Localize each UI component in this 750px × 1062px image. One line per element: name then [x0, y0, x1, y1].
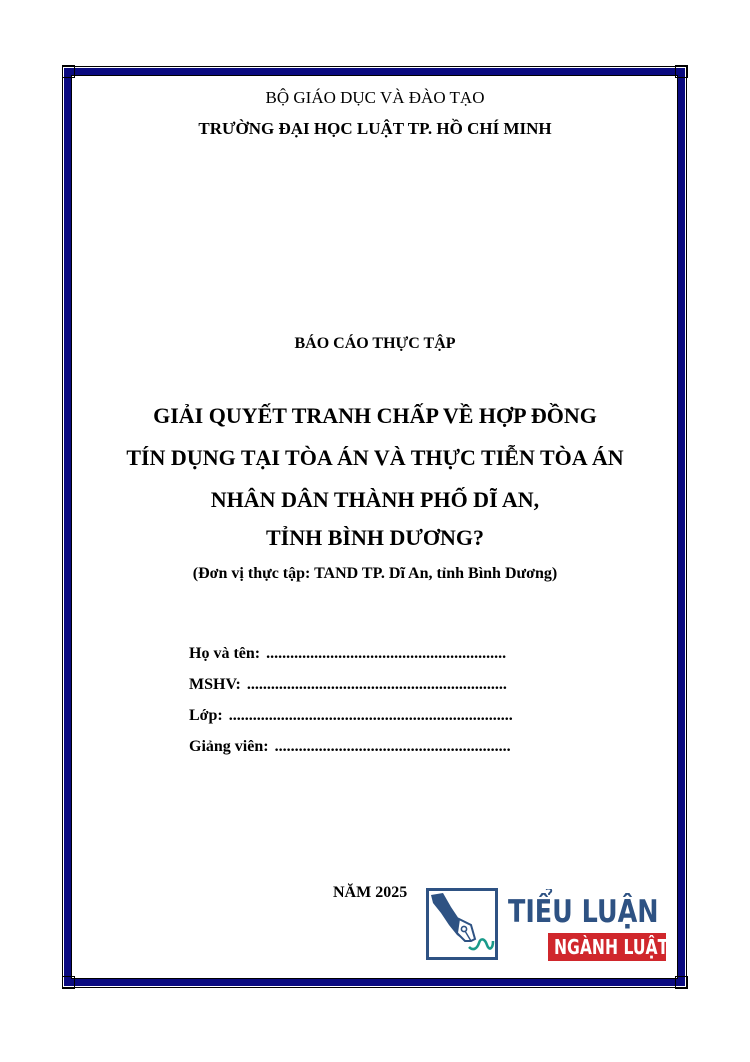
info-row-name — [189, 645, 549, 676]
year-label: NĂM 2025 — [333, 884, 408, 901]
frame-corner-bottom-left — [62, 976, 75, 989]
lecturer-label: Giảng viên: — [189, 738, 269, 755]
student-id-label: MSHV: — [189, 676, 241, 693]
class-field: ....................................................................... — [228, 707, 513, 724]
logo-title: TIỂU LUẬN — [508, 894, 659, 930]
frame-corner-top-left — [62, 65, 75, 78]
brand-logo — [426, 888, 669, 968]
school-name: TRƯỜNG ĐẠI HỌC LUẬT TP. HỒ CHÍ MINH — [198, 119, 552, 138]
report-title-line-2: TÍN DỤNG TẠI TÒA ÁN VÀ THỰC TIỄN TÒA ÁN — [126, 445, 624, 470]
internship-unit: (Đơn vị thực tập: TAND TP. Dĩ An, tỉnh Bình Dương) — [192, 565, 558, 582]
fountain-pen-icon — [426, 888, 498, 960]
report-type: BÁO CÁO THỰC TẬP — [294, 335, 456, 352]
name-label: Họ và tên: — [189, 645, 261, 662]
logo-badge-text: NGÀNH LUẬT — [554, 935, 669, 959]
student-id-field: ................................................................. — [246, 676, 507, 693]
report-title-line-3: NHÂN DÂN THÀNH PHỐ DĨ AN, — [210, 487, 540, 512]
lecturer-field: ........................................................... — [274, 738, 511, 755]
class-label: Lớp: — [189, 707, 223, 724]
student-info — [189, 645, 549, 769]
frame-corner-top-right — [675, 65, 688, 78]
info-row-class — [189, 707, 549, 738]
ministry-name: BỘ GIÁO DỤC VÀ ĐÀO TẠO — [265, 88, 485, 107]
name-field: ............................................................ — [266, 645, 507, 662]
logo-badge — [548, 933, 669, 961]
report-title-line-1: GIẢI QUYẾT TRANH CHẤP VỀ HỢP ĐỒNG — [153, 403, 597, 428]
info-row-student-id — [189, 676, 549, 707]
info-row-lecturer — [189, 738, 549, 769]
report-title-line-4: TỈNH BÌNH DƯƠNG? — [266, 525, 484, 550]
frame-corner-bottom-right — [675, 976, 688, 989]
